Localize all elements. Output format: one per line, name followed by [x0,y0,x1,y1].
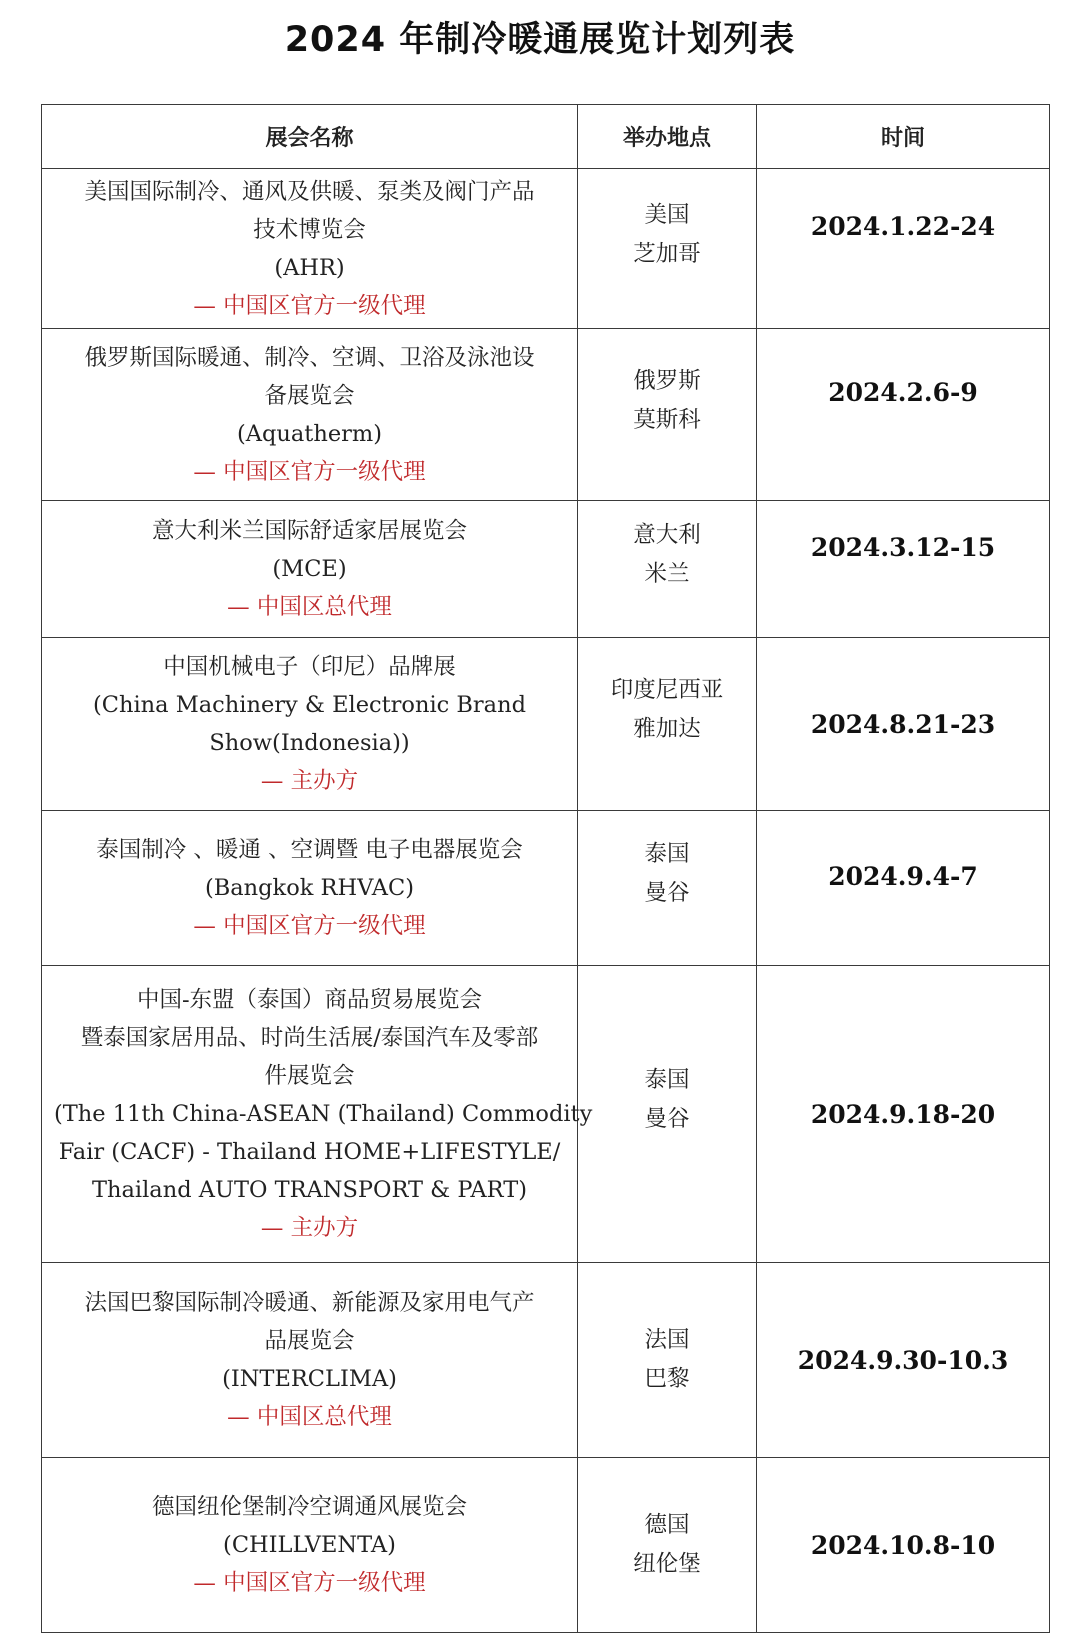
exhibition-name-line: 件展览会 [264,1063,355,1089]
venue-cell [578,501,757,638]
agency-role: — 中国区官方一级代理 [193,913,426,939]
venue-cell [578,966,757,1263]
venue-cell [578,638,757,811]
venue-city: 莫斯科 [633,406,701,433]
venue-cell [578,329,757,501]
exhibition-name-line: (AHR) [274,254,345,281]
venue-cell [578,1263,757,1458]
table-header-row [42,105,1050,169]
table-row [42,1458,1050,1633]
exhibition-date: 2024.8.21-23 [810,709,996,739]
table-row [42,966,1050,1263]
agency-role: — 主办方 [260,1215,359,1241]
exhibition-name-line: 德国纽伦堡制冷空调通风展览会 [151,1494,467,1520]
venue-cell [578,1458,757,1633]
header-exhibition-name: 展会名称 [42,105,578,169]
table-row [42,638,1050,811]
exhibition-name-line: 美国国际制冷、通风及供暖、泵类及阀门产品 [84,178,535,205]
exhibition-date: 2024.9.18-20 [810,1099,996,1129]
exhibition-name-cell [42,501,578,638]
exhibition-name-cell [42,966,593,1263]
exhibition-date: 2024.2.6-9 [828,378,978,407]
venue-cell [578,169,757,329]
exhibition-name-cell [42,811,578,966]
exhibition-name-line: Fair (CACF) - Thailand HOME+LIFESTYLE/ [58,1139,561,1165]
exhibition-name-line: 泰国制冷 、暖通 、空调暨 电子电器展览会 [96,837,523,863]
venue-country: 泰国 [644,841,690,867]
exhibition-name-line: 俄罗斯国际暖通、制冷、空调、卫浴及泳池设 [84,344,535,371]
exhibition-name-line: (Bangkok RHVAC) [204,875,415,901]
venue-cell [578,811,757,966]
exhibition-table [41,104,1050,1633]
venue-country: 泰国 [644,1067,690,1093]
header-venue: 举办地点 [578,105,757,169]
venue-country: 意大利 [633,522,701,548]
date-cell [757,1458,1050,1633]
table-row [42,169,1050,329]
exhibition-name-line: (Aquatherm) [236,420,383,447]
venue-country: 印度尼西亚 [610,677,724,703]
exhibition-name-line: (CHILLVENTA) [223,1532,396,1558]
date-cell [757,638,1050,811]
exhibition-name-line: 中国-东盟（泰国）商品贸易展览会 [136,987,483,1013]
exhibition-name-line: 技术博览会 [253,216,366,243]
exhibition-name-line: 备展览会 [264,382,355,409]
exhibition-name-cell [42,1458,578,1633]
exhibition-name-cell [42,169,578,329]
venue-city: 曼谷 [644,1106,690,1132]
exhibition-name-line: 意大利米兰国际舒适家居展览会 [151,518,467,544]
date-cell [757,811,1050,966]
agency-role: — 中国区官方一级代理 [193,1570,426,1596]
page-title: 2024 年制冷暖通展览计划列表 [284,20,796,60]
agency-role: — 中国区总代理 [227,594,392,620]
venue-country: 德国 [644,1512,690,1538]
exhibition-name-line: (INTERCLIMA) [222,1366,397,1392]
venue-city: 雅加达 [633,716,701,742]
exhibition-date: 2024.9.4-7 [828,861,978,891]
header-time: 时间 [757,105,1050,169]
agency-role: — 中国区官方一级代理 [193,458,426,485]
table-row [42,811,1050,966]
venue-city: 巴黎 [644,1366,690,1392]
venue-country: 美国 [644,201,690,228]
exhibition-name-line: 中国机械电子（印尼）品牌展 [163,654,456,680]
table-row [42,329,1050,501]
exhibition-name-cell [42,1263,578,1458]
exhibition-name-cell [42,329,578,501]
exhibition-date: 2024.10.8-10 [810,1530,996,1560]
exhibition-name-line: (MCE) [272,556,347,582]
date-cell [757,501,1050,638]
table-row [42,501,1050,638]
exhibition-name-line: Show(Indonesia)) [209,730,410,756]
agency-role: — 中国区官方一级代理 [193,292,426,319]
exhibition-date: 2024.3.12-15 [810,532,996,562]
venue-country: 法国 [644,1327,690,1353]
venue-city: 米兰 [644,561,690,587]
exhibition-date: 2024.9.30-10.3 [797,1345,1009,1375]
venue-country: 俄罗斯 [633,367,701,394]
date-cell [757,1263,1050,1458]
date-cell [757,966,1050,1263]
table-row [42,1263,1050,1458]
exhibition-name-cell [42,638,578,811]
agency-role: — 主办方 [260,768,359,794]
venue-city: 曼谷 [644,880,690,906]
exhibition-date: 2024.1.22-24 [810,212,996,241]
date-cell [757,169,1050,329]
agency-role: — 中国区总代理 [227,1404,392,1430]
venue-city: 芝加哥 [633,240,701,267]
exhibition-name-line: 品展览会 [264,1328,355,1354]
exhibition-name-line: 法国巴黎国际制冷暖通、新能源及家用电气产 [84,1290,535,1316]
exhibition-name-line: (China Machinery & Electronic Brand [92,692,526,718]
exhibition-name-line: 暨泰国家居用品、时尚生活展/泰国汽车及零部 [80,1025,539,1051]
date-cell [757,329,1050,501]
exhibition-name-line: Thailand AUTO TRANSPORT & PART) [91,1177,527,1203]
venue-city: 纽伦堡 [633,1551,701,1577]
exhibition-name-line: (The 11th China-ASEAN (Thailand) Commodity [54,1101,593,1127]
